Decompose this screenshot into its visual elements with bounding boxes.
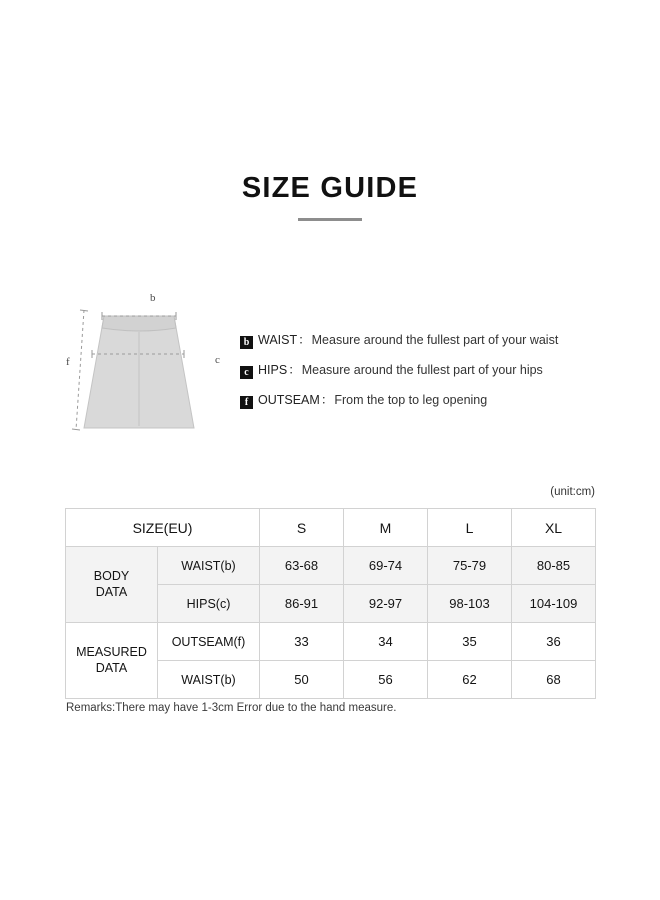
row-label-body-waist: WAIST(b) bbox=[158, 547, 260, 585]
cell-measured-waist-xl: 68 bbox=[512, 661, 596, 699]
cell-body-hips-s: 86-91 bbox=[260, 585, 344, 623]
group-label-body-data bbox=[66, 547, 158, 623]
diagram-label-b: b bbox=[150, 292, 156, 304]
legend-key-outseam: OUTSEAM bbox=[258, 393, 320, 407]
cell-measured-outseam-m: 34 bbox=[344, 623, 428, 661]
unit-note: (unit:cm) bbox=[550, 486, 595, 498]
legend-item-hips bbox=[240, 360, 640, 378]
legend-desc-waist: Measure around the fullest part of your waist bbox=[311, 333, 559, 347]
measurement-legend bbox=[240, 330, 640, 420]
cell-body-hips-l: 98-103 bbox=[428, 585, 512, 623]
legend-item-waist bbox=[240, 330, 640, 348]
legend-item-outseam bbox=[240, 390, 640, 408]
cell-measured-outseam-xl: 36 bbox=[512, 623, 596, 661]
group-label-body-line2: DATA bbox=[95, 584, 128, 599]
cell-body-hips-m: 92-97 bbox=[344, 585, 428, 623]
size-table-container bbox=[65, 508, 595, 699]
legend-separator-waist: ： bbox=[298, 333, 311, 347]
legend-tag-b: b bbox=[240, 336, 253, 349]
cell-body-waist-s: 63-68 bbox=[260, 547, 344, 585]
legend-separator-hips: ： bbox=[288, 363, 301, 377]
diagram-label-c: c bbox=[215, 354, 220, 366]
row-label-measured-waist: WAIST(b) bbox=[158, 661, 260, 699]
cell-measured-waist-l: 62 bbox=[428, 661, 512, 699]
legend-tag-f: f bbox=[240, 396, 253, 409]
row-label-body-hips: HIPS(c) bbox=[158, 585, 260, 623]
group-label-measured-line2: DATA bbox=[95, 660, 128, 675]
legend-key-hips: HIPS bbox=[258, 363, 288, 377]
legend-separator-outseam: ： bbox=[320, 393, 334, 407]
group-label-measured-data bbox=[66, 623, 158, 699]
diagram-label-f: f bbox=[66, 356, 70, 368]
header-col-s: S bbox=[260, 509, 344, 547]
header-size-label: SIZE(EU) bbox=[66, 509, 260, 547]
skirt-diagram bbox=[62, 288, 232, 438]
cell-body-waist-l: 75-79 bbox=[428, 547, 512, 585]
cell-measured-outseam-l: 35 bbox=[428, 623, 512, 661]
page-title: SIZE GUIDE bbox=[241, 172, 419, 204]
group-label-measured-line1: MEASURED bbox=[76, 644, 147, 659]
title-underline-divider bbox=[298, 218, 362, 221]
legend-desc-hips: Measure around the fullest part of your hips bbox=[301, 363, 543, 377]
legend-tag-c: c bbox=[240, 366, 253, 379]
header-col-m: M bbox=[344, 509, 428, 547]
cell-body-waist-m: 69-74 bbox=[344, 547, 428, 585]
table-row bbox=[66, 547, 596, 585]
size-table bbox=[65, 508, 596, 699]
legend-key-waist: WAIST bbox=[258, 333, 298, 347]
cell-body-hips-xl: 104-109 bbox=[512, 585, 596, 623]
cell-measured-waist-s: 50 bbox=[260, 661, 344, 699]
table-header-row bbox=[66, 509, 596, 547]
table-row bbox=[66, 623, 596, 661]
cell-measured-outseam-s: 33 bbox=[260, 623, 344, 661]
row-label-measured-outseam: OUTSEAM(f) bbox=[158, 623, 260, 661]
header-col-xl: XL bbox=[512, 509, 596, 547]
legend-desc-outseam: From the top to leg opening bbox=[334, 393, 488, 407]
group-label-body-line1: BODY bbox=[93, 568, 130, 583]
remarks-text: Remarks:There may have 1-3cm Error due to the hand measure. bbox=[66, 702, 397, 714]
cell-body-waist-xl: 80-85 bbox=[512, 547, 596, 585]
header-col-l: L bbox=[428, 509, 512, 547]
cell-measured-waist-m: 56 bbox=[344, 661, 428, 699]
